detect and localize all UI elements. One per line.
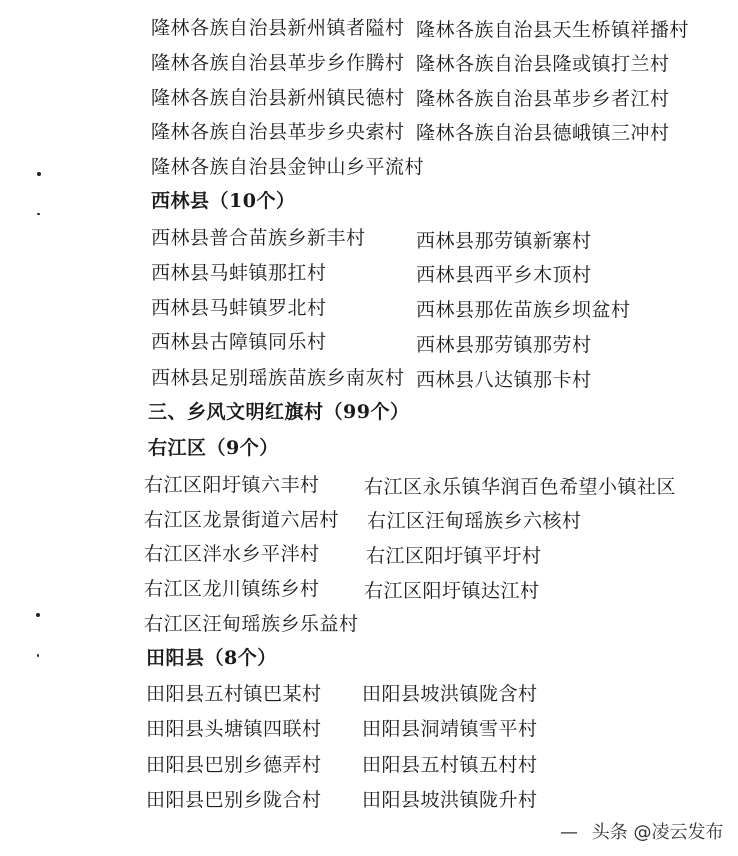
list-item: 西林县马蚌镇罗北村 <box>151 297 327 319</box>
list-item: 隆林各族自治县天生桥镇祥播村 <box>416 19 690 41</box>
scan-dot-mark <box>37 172 41 176</box>
list-item: 田阳县巴别乡德弄村 <box>146 754 322 776</box>
list-item: 隆林各族自治县新州镇民德村 <box>151 87 405 109</box>
list-item: 右江区阳圩镇六丰村 <box>144 474 320 496</box>
list-item: 右江区永乐镇华润百色希望小镇社区 <box>364 476 677 498</box>
list-item: 西林县普合苗族乡新丰村 <box>151 227 366 249</box>
list-item: 田阳县头塘镇四联村 <box>146 718 322 740</box>
list-item: 右江区阳圩镇达江村 <box>364 580 540 602</box>
list-item: 西林县八达镇那卡村 <box>416 369 592 391</box>
list-item: 隆林各族自治县革步乡作腾村 <box>151 52 405 74</box>
list-item: 右江区阳圩镇平圩村 <box>366 545 542 567</box>
list-item: 右江区龙景街道六居村 <box>144 509 340 531</box>
list-item: 右江区汪甸瑶族乡乐益村 <box>144 613 359 635</box>
list-item: 西林县马蚌镇那扛村 <box>151 262 327 284</box>
county-heading: 西林县（10个） <box>151 190 296 212</box>
list-item: 田阳县巴别乡陇合村 <box>146 789 322 811</box>
list-item: 隆林各族自治县德峨镇三冲村 <box>416 122 670 144</box>
watermark-text: 头条 @凌云发布 <box>591 822 724 843</box>
list-item: 右江区汪甸瑶族乡六核村 <box>367 510 582 532</box>
list-item: 田阳县洞靖镇雪平村 <box>362 718 538 740</box>
county-heading: 右江区（9个） <box>148 437 279 459</box>
list-item: 田阳县五村镇五村村 <box>362 754 538 776</box>
list-item: 隆林各族自治县隆或镇打兰村 <box>416 53 670 75</box>
list-item: 右江区泮水乡平泮村 <box>144 543 320 565</box>
watermark <box>560 818 723 844</box>
list-item: 田阳县坡洪镇陇升村 <box>362 789 538 811</box>
list-item: 田阳县坡洪镇陇含村 <box>362 683 538 705</box>
list-item: 田阳县五村镇巴某村 <box>146 683 322 705</box>
scan-dot-mark <box>37 654 39 657</box>
list-item: 隆林各族自治县革步乡央索村 <box>151 121 405 143</box>
list-item: 西林县那劳镇那劳村 <box>416 334 592 356</box>
scan-dot-mark <box>37 213 40 215</box>
list-item: 右江区龙川镇练乡村 <box>144 578 320 600</box>
list-item: 西林县西平乡木顶村 <box>416 264 592 286</box>
watermark-dash: — <box>560 822 578 843</box>
list-item: 隆林各族自治县革步乡者江村 <box>416 88 670 110</box>
list-item: 隆林各族自治县新州镇者隘村 <box>151 17 405 39</box>
list-item: 西林县那劳镇新寨村 <box>416 230 592 252</box>
list-item: 西林县足别瑶族苗族乡南灰村 <box>151 367 405 389</box>
section-heading: 三、乡风文明红旗村（99个） <box>148 401 410 423</box>
list-item: 西林县那佐苗族乡坝盆村 <box>416 299 631 321</box>
scan-dot-mark <box>36 613 40 617</box>
county-heading: 田阳县（8个） <box>146 647 277 669</box>
list-item: 西林县古障镇同乐村 <box>151 331 327 353</box>
list-item: 隆林各族自治县金钟山乡平流村 <box>151 156 425 178</box>
